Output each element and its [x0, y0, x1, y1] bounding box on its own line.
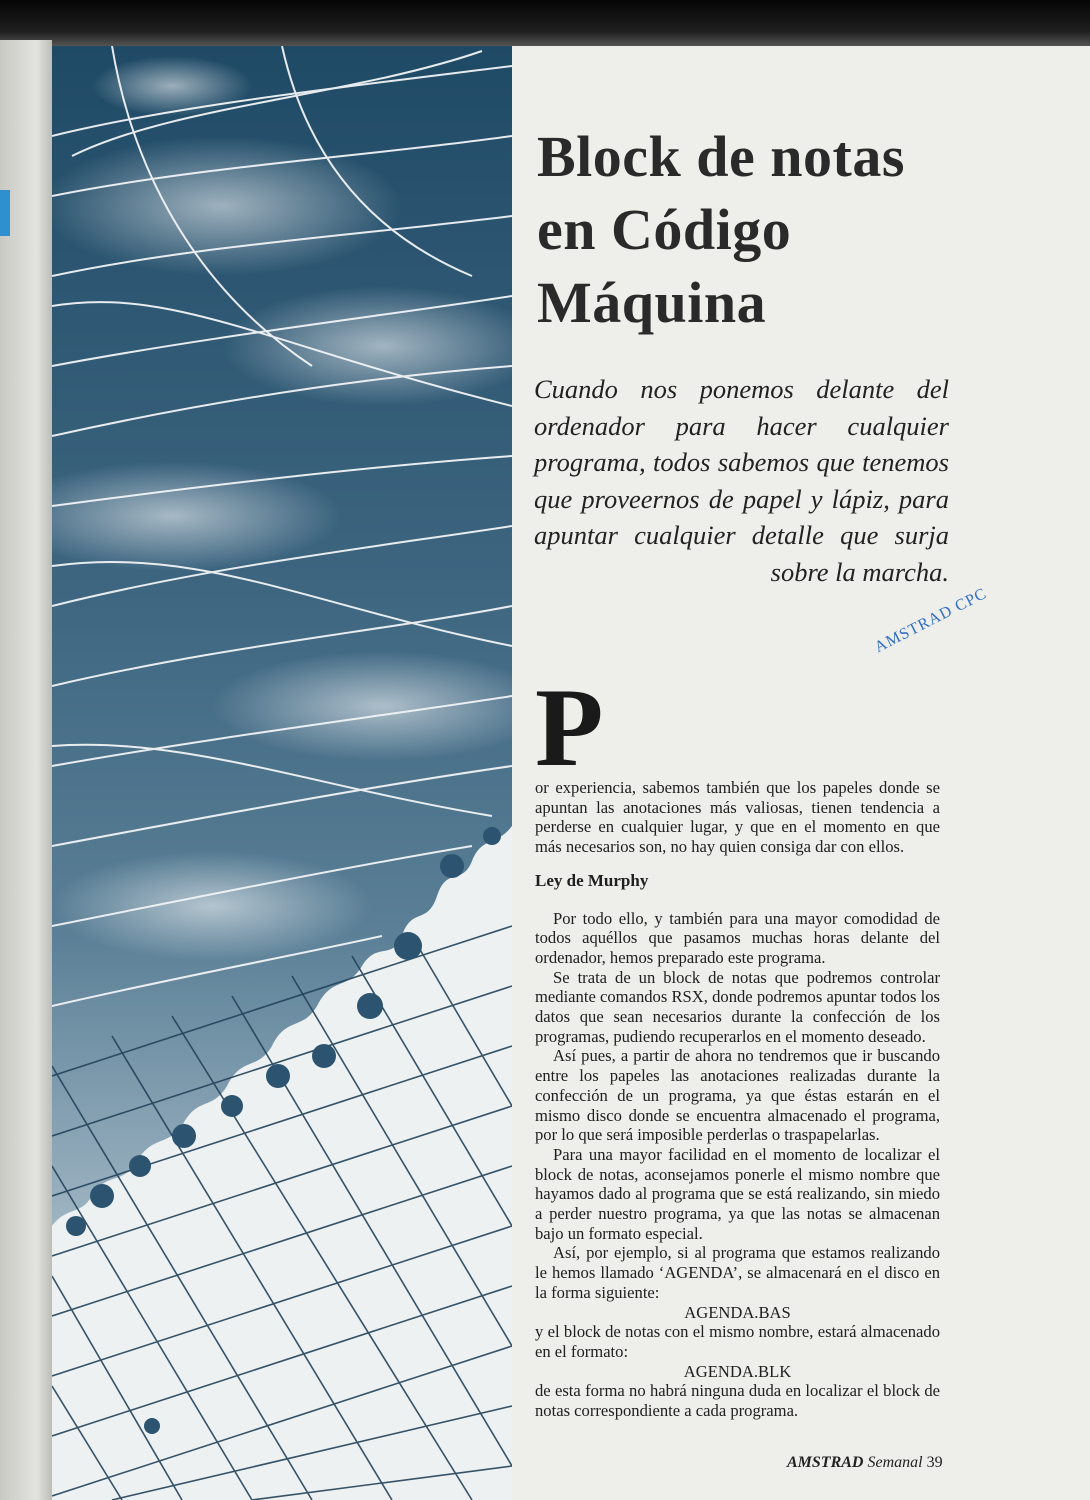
- section-heading: Ley de Murphy: [535, 870, 649, 890]
- body-paragraph-3: Así pues, a partir de ahora no tendremos que ir buscando entre los papeles las anotaciones realizadas durante la confección de un programa, ya que éstas estarán en el mismo disco donde se encuentra almacenado el programa, por lo que será imposible perderlas o traspapelarlas.: [535, 1046, 940, 1145]
- footer-brand: AMSTRAD: [787, 1454, 864, 1471]
- article-body: [535, 666, 940, 1421]
- illustration: [52, 46, 512, 1500]
- body-paragraph-2: Se trata de un block de notas que podremos controlar mediante comandos RSX, donde podremos apuntar todos los datos que sean necesarios durante la confección de los programas, pudiendo recuperarlos en el momento deseado.: [535, 967, 940, 1046]
- drop-cap: P: [535, 666, 604, 790]
- adjacent-page-edge: [0, 40, 52, 1500]
- body-paragraph-7: de esta forma no habrá ninguna duda en localizar el block de notas correspondiente a cada programa.: [535, 1381, 940, 1421]
- amstrad-cpc-stamp: AMSTRAD CPC: [872, 584, 990, 657]
- page-footer: [787, 1454, 943, 1472]
- scan-top-shadow: [0, 0, 1090, 52]
- body-paragraph-5: Así, por ejemplo, si al programa que estamos realizando le hemos llamado ‘AGENDA’, se almacenará en el disco en la forma siguiente:: [535, 1243, 940, 1302]
- body-paragraph-4: Para una mayor facilidad en el momento de localizar el block de notas, aconsejamos ponerle el mismo nombre que hayamos dado al programa que se está realizando, sin miedo a perder nuestro programa, ya que las notas se almacenan bajo un formato especial.: [535, 1144, 940, 1243]
- lead-paragraph: Cuando nos ponemos delante del ordenador para hacer cualquier programa, todos sabemos que tenemos que proveernos de papel y lápiz, para apuntar cualquier detalle que surja sobre la marcha.: [534, 374, 949, 587]
- filename-blk: AGENDA.BLK: [683, 1361, 792, 1381]
- adjacent-page-tab: [0, 190, 10, 236]
- intro-paragraph: or experiencia, sabemos también que los papeles donde se apuntan las anotaciones más valiosas, tienen tendencia a perderse en cualquier lugar, y que en el momento en que más necesarios son, no hay quien consiga dar con ellos.: [535, 778, 940, 857]
- body-paragraph-6: y el block de notas con el mismo nombre, estará almacenado en el formato:: [535, 1322, 940, 1361]
- footer-section: Semanal: [867, 1454, 923, 1471]
- body-paragraph-1: Por todo ello, y también para una mayor comodidad de todos aquéllos que pasamos muchas horas delante del ordenador, hemos preparado este programa.: [535, 908, 940, 967]
- magazine-page: [52, 46, 1090, 1500]
- title-line-3: Máquina: [537, 270, 767, 335]
- filename-bas: AGENDA.BAS: [684, 1302, 791, 1322]
- page-number: 39: [926, 1454, 943, 1471]
- article-title: [537, 120, 1007, 339]
- title-line-1: Block de notas: [537, 124, 905, 189]
- illustration-svg: [52, 46, 512, 1500]
- title-line-2: en Código: [537, 197, 792, 262]
